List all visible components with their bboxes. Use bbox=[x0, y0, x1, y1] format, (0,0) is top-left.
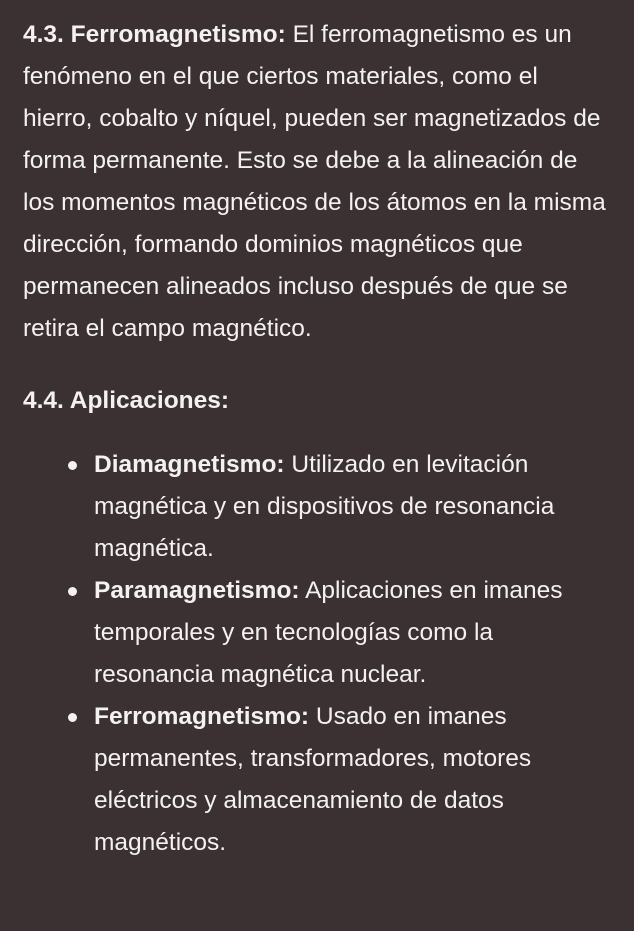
section-ferromagnetismo-title: 4.3. Ferromagnetismo: bbox=[23, 21, 286, 48]
list-item-paramagnetismo bbox=[94, 570, 614, 696]
list-item-term: Diamagnetismo: bbox=[94, 451, 285, 478]
list-item-text: Aplicaciones en imanes temporales y en tecnologías como la resonancia magnética nuclear. bbox=[94, 577, 563, 688]
bullet-icon bbox=[68, 713, 77, 722]
list-item-term: Ferromagnetismo: bbox=[94, 703, 310, 730]
applications-list bbox=[23, 444, 614, 864]
list-item-term: Paramagnetismo: bbox=[94, 577, 300, 604]
section-aplicaciones-heading: 4.4. Aplicaciones: bbox=[23, 387, 230, 414]
list-item-ferromagnetismo bbox=[94, 696, 614, 864]
list-item-diamagnetismo bbox=[94, 444, 614, 570]
list-item-text: Usado en imanes permanentes, transformadores, motores eléctricos y almacenamiento de datos magnéticos. bbox=[94, 703, 532, 856]
section-ferromagnetismo-paragraph bbox=[23, 14, 614, 350]
bullet-icon bbox=[68, 587, 77, 596]
list-item-text: Utilizado en levitación magnética y en dispositivos de resonancia magnética. bbox=[94, 451, 555, 562]
section-ferromagnetismo-text: El ferromagnetismo es un fenómeno en el que ciertos materiales, como el hierro, cobalto y níquel, pueden ser magnetizados de forma permanente. Esto se debe a la alineación de los momentos magnéticos de los átomos en la misma dirección, formando dominios magnéticos que permanecen alineados incluso después de que se retira el campo magnético. bbox=[23, 21, 606, 342]
bullet-icon bbox=[68, 461, 77, 470]
